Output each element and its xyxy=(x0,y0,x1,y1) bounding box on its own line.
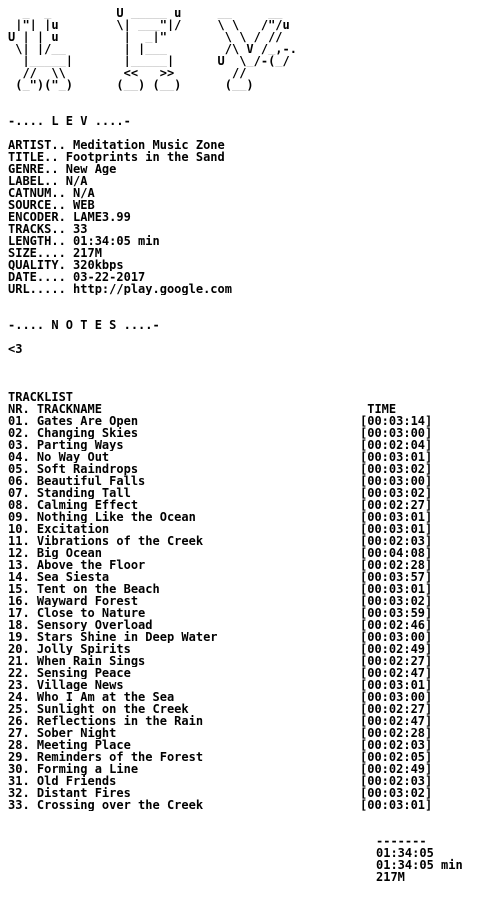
info-url: URL..... http://play.google.com xyxy=(8,283,232,295)
track-time: [00:03:14] xyxy=(360,414,433,428)
info-quality: QUALITY. 320kbps xyxy=(8,259,124,271)
section-header-lev: -.... L E V ....- xyxy=(8,115,131,127)
track-time: [00:02:03] xyxy=(360,774,433,788)
ascii-logo-line: |"| |u \| ___"|/ \ \ /"/u xyxy=(8,19,290,31)
ascii-logo-line: _ _ U _____ u __ __ xyxy=(8,7,283,19)
track-time: [00:02:03] xyxy=(360,738,433,752)
total-size: 217M xyxy=(376,870,405,884)
total-time: 01:34:05 xyxy=(376,846,434,860)
track-name: 12. Big Ocean xyxy=(8,547,102,559)
track-time: [00:03:00] xyxy=(360,474,433,488)
track-time: [00:02:28] xyxy=(360,726,433,740)
track-time: [00:02:49] xyxy=(360,642,433,656)
track-time: [00:02:47] xyxy=(360,714,433,728)
track-name: 30. Forming a Line xyxy=(8,763,139,775)
track-time: [00:04:08] xyxy=(360,546,433,560)
track-time: [00:03:57] xyxy=(360,570,433,584)
spacer xyxy=(8,355,476,367)
info-source: SOURCE.. WEB xyxy=(8,199,95,211)
track-name: 15. Tent on the Beach xyxy=(8,583,160,595)
track-name: 18. Sensory Overload xyxy=(8,619,153,631)
track-name: 19. Stars Shine in Deep Water xyxy=(8,631,218,643)
track-time: [00:03:00] xyxy=(360,630,433,644)
track-name: 03. Parting Ways xyxy=(8,439,124,451)
track-name: 09. Nothing Like the Ocean xyxy=(8,511,196,523)
track-time: [00:03:01] xyxy=(360,798,433,812)
ascii-logo-line: // \\ << >> // xyxy=(8,67,247,79)
track-time: [00:02:27] xyxy=(360,654,433,668)
track-time: [00:03:59] xyxy=(360,606,433,620)
track-row xyxy=(8,799,476,811)
track-time: [00:03:01] xyxy=(360,522,433,536)
track-name: 21. When Rain Sings xyxy=(8,655,146,667)
track-name: 01. Gates Are Open xyxy=(8,415,139,427)
info-size: SIZE.... 217M xyxy=(8,247,102,259)
track-time: [00:02:04] xyxy=(360,438,433,452)
track-name: 11. Vibrations of the Creek xyxy=(8,535,204,547)
info-genre: GENRE.. New Age xyxy=(8,163,117,175)
track-time: [00:02:05] xyxy=(360,750,433,764)
info-encoder: ENCODER. LAME3.99 xyxy=(8,211,131,223)
totals-divider: ------- xyxy=(376,834,427,848)
track-time: [00:03:02] xyxy=(360,594,433,608)
track-time: [00:02:27] xyxy=(360,498,433,512)
totals xyxy=(8,835,476,883)
track-name: 29. Reminders of the Forest xyxy=(8,751,204,763)
ascii-logo xyxy=(8,7,476,91)
track-time: [00:03:01] xyxy=(360,678,433,692)
notes-text: <3 xyxy=(8,343,23,355)
track-time: [00:02:27] xyxy=(360,702,433,716)
track-time: [00:02:03] xyxy=(360,534,433,548)
ascii-logo-line: |_____| |_____| U \_/-(_/ xyxy=(8,55,290,67)
track-time: [00:02:47] xyxy=(360,666,433,680)
ascii-logo-line: (_")("_) (__) (__) (__) xyxy=(8,79,254,91)
track-name: 08. Calming Effect xyxy=(8,499,139,511)
track-name: 23. Village News xyxy=(8,679,124,691)
track-name: 17. Close to Nature xyxy=(8,607,146,619)
track-name: 14. Sea Siesta xyxy=(8,571,110,583)
spacer xyxy=(8,811,476,823)
track-time: [00:03:01] xyxy=(360,450,433,464)
track-name: 06. Beautiful Falls xyxy=(8,475,146,487)
track-name: 02. Changing Skies xyxy=(8,427,139,439)
info-catnum: CATNUM.. N/A xyxy=(8,187,95,199)
track-name: 10. Excitation xyxy=(8,523,110,535)
info-date: DATE.... 03-22-2017 xyxy=(8,271,146,283)
track-time: [00:03:00] xyxy=(360,426,433,440)
column-header-trackname: NR. TRACKNAME xyxy=(8,403,102,415)
info-length: LENGTH.. 01:34:05 min xyxy=(8,235,160,247)
track-name: 16. Wayward Forest xyxy=(8,595,139,607)
track-time: [00:02:46] xyxy=(360,618,433,632)
track-time: [00:03:02] xyxy=(360,786,433,800)
spacer xyxy=(8,295,476,307)
column-header-time: TIME xyxy=(360,402,397,416)
track-name: 28. Meeting Place xyxy=(8,739,131,751)
track-name: 31. Old Friends xyxy=(8,775,117,787)
track-time: [00:03:02] xyxy=(360,486,433,500)
track-name: 27. Sober Night xyxy=(8,727,117,739)
release-info xyxy=(8,139,476,295)
spacer xyxy=(8,127,476,139)
spacer xyxy=(8,103,476,115)
info-tracks: TRACKS.. 33 xyxy=(8,223,88,235)
track-time: [00:02:49] xyxy=(360,762,433,776)
track-time: [00:02:28] xyxy=(360,558,433,572)
info-artist: ARTIST.. Meditation Music Zone xyxy=(8,139,225,151)
track-name: 07. Standing Tall xyxy=(8,487,131,499)
track-name: 22. Sensing Peace xyxy=(8,667,131,679)
info-label: LABEL.. N/A xyxy=(8,175,88,187)
total-length: 01:34:05 min xyxy=(376,858,463,872)
track-time: [00:03:02] xyxy=(360,462,433,476)
spacer xyxy=(8,91,476,103)
track-name: 33. Crossing over the Creek xyxy=(8,799,204,811)
spacer xyxy=(8,379,476,391)
info-title: TITLE.. Footprints in the Sand xyxy=(8,151,225,163)
track-time: [00:03:01] xyxy=(360,510,433,524)
spacer xyxy=(8,367,476,379)
track-time: [00:03:00] xyxy=(360,690,433,704)
track-name: 26. Reflections in the Rain xyxy=(8,715,204,727)
track-name: 13. Above the Floor xyxy=(8,559,146,571)
track-time: [00:03:01] xyxy=(360,582,433,596)
nfo-document xyxy=(8,7,476,883)
spacer xyxy=(8,331,476,343)
track-name: 20. Jolly Spirits xyxy=(8,643,131,655)
section-header-notes: -.... N O T E S ....- xyxy=(8,319,160,331)
spacer xyxy=(8,307,476,319)
track-name: 04. No Way Out xyxy=(8,451,110,463)
ascii-logo-line: U | | u | _|" \ \ / // xyxy=(8,31,283,43)
tracklist xyxy=(8,415,476,811)
track-name: 05. Soft Raindrops xyxy=(8,463,139,475)
track-name: 25. Sunlight on the Creek xyxy=(8,703,189,715)
tracklist-title: TRACKLIST xyxy=(8,391,74,403)
track-name: 24. Who I Am at the Sea xyxy=(8,691,175,703)
track-name: 32. Distant Fires xyxy=(8,787,131,799)
ascii-logo-line: \| |/__ | |___ /\ V /_,-. xyxy=(8,43,297,55)
